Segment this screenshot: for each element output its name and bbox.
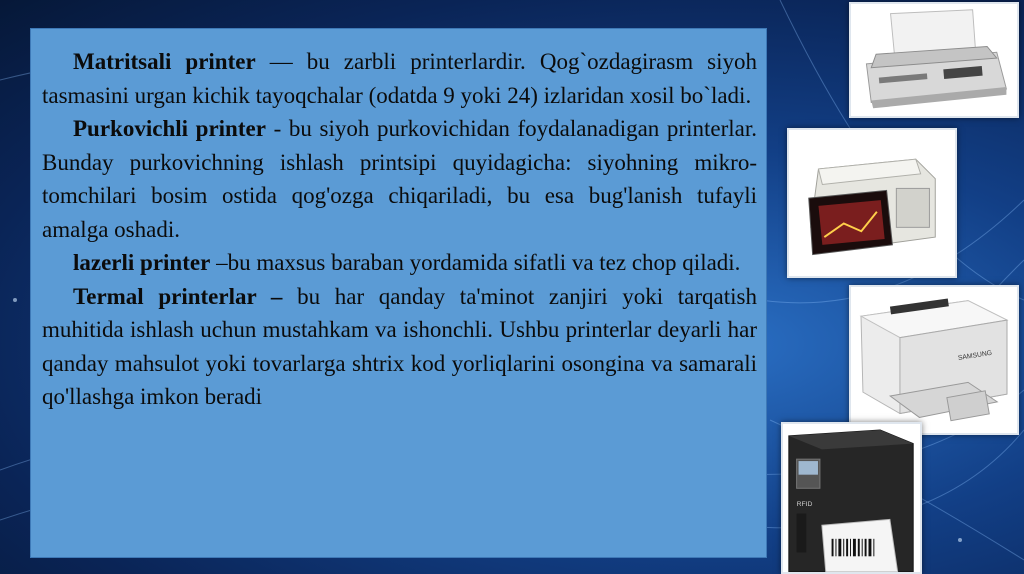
paragraph-inkjet-printer [42,112,757,246]
paragraph-laser-printer [42,246,757,280]
thermal-printer-image [781,422,922,574]
term-inkjet-printer: Purkovichli printer [73,116,266,141]
paragraph-dot-matrix-printer [42,45,757,112]
dot-matrix-printer-icon [851,4,1017,116]
term-thermal-printer: Termal printerlar – [73,283,283,309]
description-text-box [30,28,767,558]
term-dot-matrix-printer: Matritsali printer [73,49,256,74]
thermal-printer-brand-label: RFID [796,500,813,508]
definition-inkjet-printer: - bu siyoh purkovichidan foydalanadigan printerlar. Bunday purkovichning ishlash printsipi quyidagicha: siyohning mikro-tomchilari bosim ostida qog'ozga chiqariladi, bu esa bug'lanish tufayli amalga oshadi. [42,116,757,242]
laser-printer-image [849,285,1019,435]
dot-matrix-printer-image [849,2,1019,118]
inkjet-printer-image [787,128,957,278]
term-laser-printer: lazerli printer [73,250,211,275]
inkjet-printer-icon [789,130,955,276]
definition-laser-printer: –bu maxsus baraban yordamida sifatli va tez chop qiladi. [210,250,741,275]
laser-printer-brand-label: SAMSUNG [957,349,993,362]
laser-printer-icon [851,287,1017,433]
definition-thermal-printer: bu har qanday ta'minot zanjiri yoki tarqatish muhitida ishlash uchun mustahkam va ishonchli. Ushbu printerlar deyarli har qanday mahsulot yoki tovarlarga shtrix kod yorliqlarini osongina va samarali qo'llashga imkon beradi [42,283,757,409]
definition-dot-matrix-printer: — bu zarbli printerlardir. Qog`ozdagirasm siyoh tasmasini urgan kichik tayoqchalar (odatda 9 yoki 24) izlaridan xosil bo`ladi. [42,49,758,108]
paragraph-thermal-printer [42,280,757,414]
thermal-printer-icon [783,424,920,572]
